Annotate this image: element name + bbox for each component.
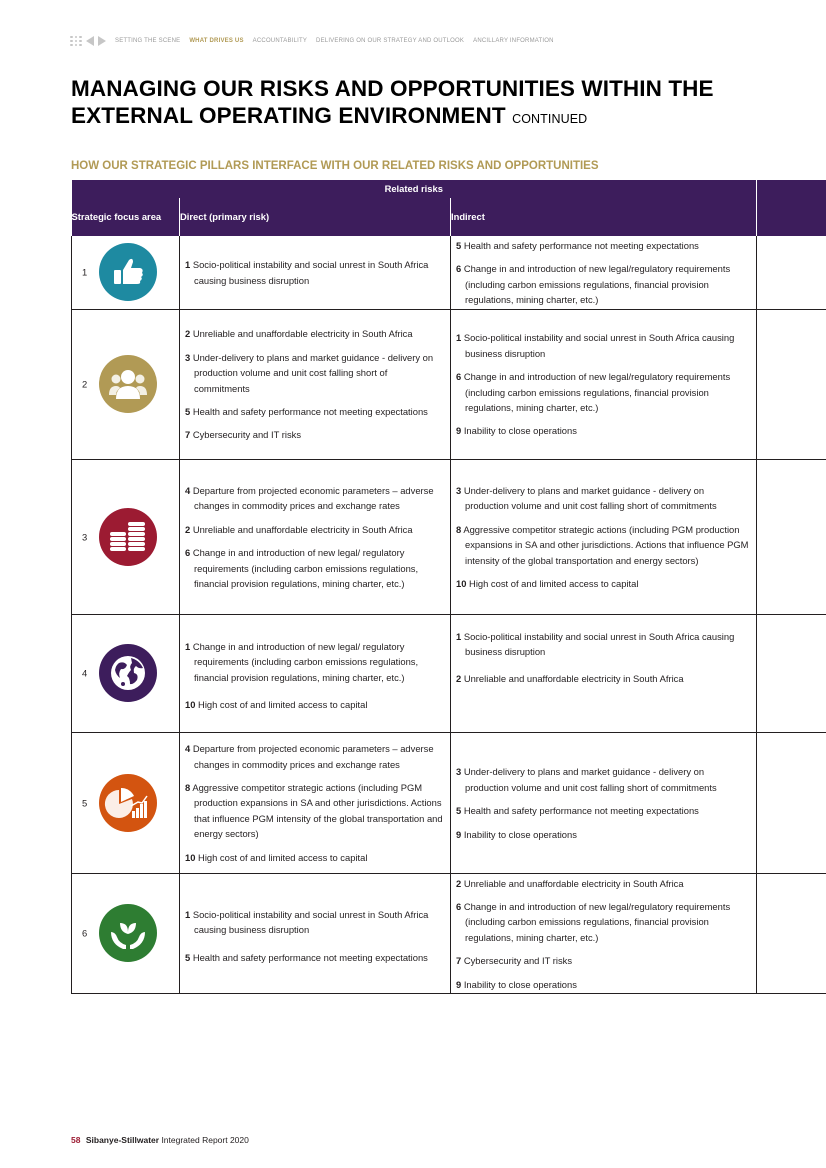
direct-risk-cell (180, 732, 451, 873)
indirect-risk-cell (451, 309, 757, 459)
extra-cell (757, 732, 826, 873)
direct-risk-cell (180, 873, 451, 993)
extra-cell (757, 309, 826, 459)
risk-item: 2 Unreliable and unaffordable electricity in South Africa (185, 523, 413, 535)
focus-area-cell (72, 309, 180, 459)
people-icon (99, 355, 157, 413)
focus-area-number: 5 (82, 796, 88, 808)
page-title-line1: MANAGING OUR RISKS AND OPPORTUNITIES WITHIN THE (71, 76, 714, 101)
risk-item: 3 Under-delivery to plans and market guidance - delivery on production volume and unit cost falling short of commitments (456, 484, 717, 512)
risk-item: 10 High cost of and limited access to capital (185, 699, 368, 711)
risk-item: 4 Departure from projected economic parameters – adverse changes in commodity prices and exchange rates (185, 484, 434, 512)
table-row (72, 309, 826, 459)
risk-item: 1 Socio-political instability and social unrest in South Africa causing business disruption (456, 332, 735, 359)
focus-area-cell (72, 732, 180, 873)
coins-icon (99, 508, 157, 566)
direct-risk-cell (180, 236, 451, 309)
risks-table (71, 180, 826, 994)
page-title (71, 75, 714, 133)
focus-area-number: 1 (82, 266, 88, 278)
nav-controls (70, 36, 106, 47)
risk-item: 9 Inability to close operations (456, 828, 577, 840)
risk-item: 8 Aggressive competitor strategic actions (including PGM production expansions in SA and other jurisdictions. Actions that influence PGM intensity of the global transportation and energy sectors) (185, 782, 443, 840)
globe-icon (99, 644, 157, 702)
nav-item-delivering-on-strategy[interactable]: DELIVERING ON OUR STRATEGY AND OUTLOOK (316, 38, 465, 44)
risk-item: 6 Change in and introduction of new legal/ regulatory requirements (including carbon emissions regulations, financial provision regulations, mining charter, etc.) (185, 547, 419, 589)
risk-item: 5 Health and safety performance not meeting expectations (185, 951, 428, 963)
risk-item: 1 Socio-political instability and social unrest in South Africa causing business disruption (456, 630, 735, 658)
risk-item: 5 Health and safety performance not meeting expectations (185, 406, 428, 418)
page-title-line2: EXTERNAL OPERATING ENVIRONMENT (71, 103, 506, 128)
report-name: Integrated Report 2020 (161, 1135, 249, 1145)
header-extra-cell (757, 198, 826, 236)
nav-item-setting-the-scene[interactable]: SETTING THE SCENE (115, 38, 181, 44)
risk-item: 1 Socio-political instability and social unrest in South Africa causing business disruption (185, 259, 429, 286)
focus-area-number: 2 (82, 378, 88, 390)
risk-item: 6 Change in and introduction of new legal/regulatory requirements (including carbon emissions regulations, financial provision regulations, mining charter, etc.) (456, 371, 731, 414)
grid-menu-icon[interactable] (70, 36, 82, 47)
risk-item: 3 Under-delivery to plans and market guidance - delivery on production volume and unit cost falling short of commitments (456, 766, 717, 793)
table-row (72, 459, 826, 614)
focus-area-cell (72, 459, 180, 614)
page-title-continued: CONTINUED (512, 112, 588, 126)
risk-item: 7 Cybersecurity and IT risks (456, 955, 573, 967)
extra-cell (757, 614, 826, 732)
header-extra-column (757, 180, 826, 198)
risk-item: 9 Inability to close operations (456, 978, 577, 990)
direct-risk-cell (180, 309, 451, 459)
risk-item: 9 Inability to close operations (456, 425, 577, 437)
direct-risk-cell (180, 459, 451, 614)
risk-item: 5 Health and safety performance not meeting expectations (456, 240, 699, 251)
focus-area-cell (72, 873, 180, 993)
indirect-risk-cell (451, 236, 757, 309)
risk-item: 2 Unreliable and unaffordable electricity in South Africa (185, 328, 413, 340)
indirect-risk-cell (451, 459, 757, 614)
indirect-risk-cell (451, 873, 757, 993)
focus-area-number: 4 (82, 667, 88, 679)
extra-cell (757, 873, 826, 993)
header-indirect-risk: Indirect (451, 198, 757, 236)
page-footer (71, 1135, 249, 1145)
top-navigation (70, 34, 554, 48)
risk-item: 2 Unreliable and unaffordable electricity in South Africa (456, 877, 684, 889)
direct-risk-cell (180, 614, 451, 732)
table-row (72, 614, 826, 732)
nav-item-what-drives-us[interactable]: WHAT DRIVES US (189, 38, 244, 44)
thumbs-up-icon (99, 243, 157, 301)
extra-cell (757, 236, 826, 309)
risk-item: 6 Change in and introduction of new legal/regulatory requirements (including carbon emissions regulations, financial provision regulations, mining charter, etc.) (456, 901, 731, 943)
risk-item: 8 Aggressive competitor strategic actions (including PGM production expansions in SA and other jurisdictions. Actions that influence PGM intensity of the global transportation and energy sectors) (456, 523, 749, 566)
risk-item: 10 High cost of and limited access to capital (185, 851, 368, 863)
header-direct-risk: Direct (primary risk) (180, 198, 451, 236)
chart-icon (99, 774, 157, 832)
header-related-risks: Related risks (72, 180, 757, 198)
risk-item: 5 Health and safety performance not meeting expectations (456, 805, 699, 817)
indirect-risk-cell (451, 732, 757, 873)
indirect-risk-cell (451, 614, 757, 732)
table-row (72, 732, 826, 873)
section-subtitle: HOW OUR STRATEGIC PILLARS INTERFACE WITH OUR RELATED RISKS AND OPPORTUNITIES (71, 160, 599, 172)
previous-page-icon[interactable] (86, 36, 94, 46)
risk-item: 3 Under-delivery to plans and market guidance - delivery on production volume and unit cost falling short of commitments (185, 351, 434, 394)
focus-area-cell (72, 236, 180, 309)
extra-cell (757, 459, 826, 614)
focus-area-cell (72, 614, 180, 732)
risk-item: 1 Change in and introduction of new legal/ regulatory requirements (including carbon emissions regulations, financial provision regulations, mining charter, etc.) (185, 640, 419, 683)
nav-item-ancillary-information[interactable]: ANCILLARY INFORMATION (473, 38, 554, 44)
table-row (72, 236, 826, 309)
company-name: Sibanye-Stillwater (85, 1135, 160, 1145)
risk-item: 10 High cost of and limited access to capital (456, 577, 639, 589)
focus-area-number: 6 (82, 927, 88, 939)
risk-item: 2 Unreliable and unaffordable electricity in South Africa (456, 673, 684, 685)
risk-item: 7 Cybersecurity and IT risks (185, 429, 302, 441)
hands-plant-icon (99, 904, 157, 962)
header-strategic-focus-area: Strategic focus area (72, 198, 180, 236)
risk-item: 6 Change in and introduction of new legal/regulatory requirements (including carbon emissions regulations, financial provision regulations, mining charter, etc.) (456, 263, 731, 306)
page-number: 58 (71, 1135, 81, 1145)
risk-item: 4 Departure from projected economic parameters – adverse changes in commodity prices and exchange rates (185, 743, 434, 770)
risk-item: 1 Socio-political instability and social unrest in South Africa causing business disruption (185, 908, 429, 936)
next-page-icon[interactable] (98, 36, 106, 46)
table-row (72, 873, 826, 993)
nav-item-accountability[interactable]: ACCOUNTABILITY (252, 38, 308, 44)
focus-area-number: 3 (82, 530, 88, 542)
